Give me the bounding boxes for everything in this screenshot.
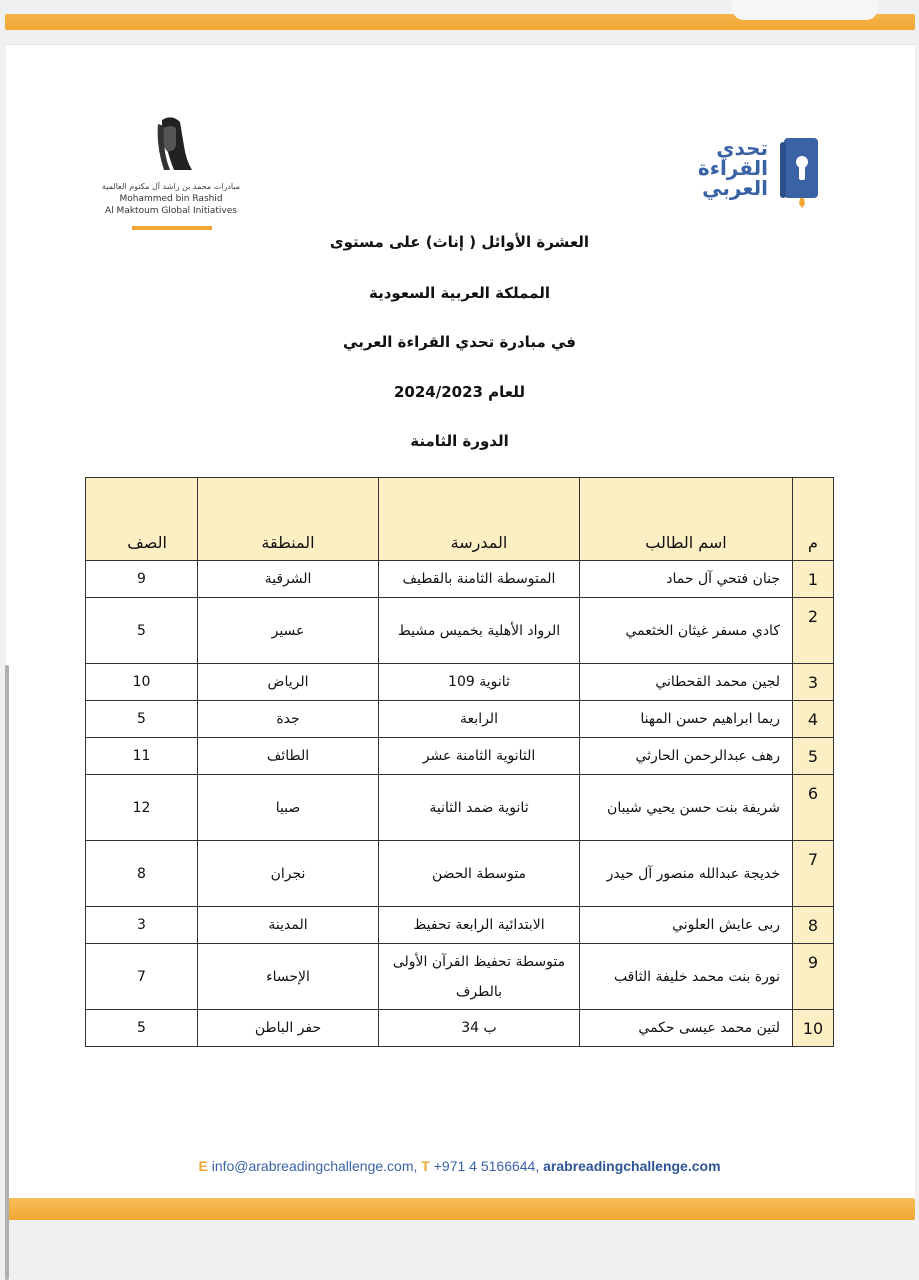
mbrgi-underline <box>132 226 212 230</box>
footer-contact <box>0 1158 919 1174</box>
table-row <box>86 775 834 841</box>
row-num-cell: 3 <box>793 664 834 701</box>
table-row <box>86 598 834 664</box>
book-keyhole-icon <box>776 136 826 210</box>
row-num-cell: 2 <box>793 598 834 664</box>
grade-cell: 3 <box>86 907 198 944</box>
logo-word-3: العربي <box>702 176 768 200</box>
table-row <box>86 701 834 738</box>
mbrgi-logo <box>90 116 252 234</box>
header-school: المدرسة <box>379 478 580 561</box>
table-row <box>86 1010 834 1047</box>
grade-cell: 5 <box>86 598 198 664</box>
logo-word-2: القراءة <box>697 156 768 180</box>
title-line-5: الدورة الثامنة <box>410 432 509 450</box>
title-line-3: في مبادرة تحدي القراءة العربي <box>343 333 576 351</box>
student-name-cell: ربى عايش العلوني <box>580 907 793 944</box>
grade-cell: 7 <box>86 944 198 1010</box>
school-cell: الابتدائية الرابعة تحفيظ <box>379 907 580 944</box>
grade-cell: 5 <box>86 701 198 738</box>
region-cell: الرياض <box>198 664 379 701</box>
row-num-cell: 9 <box>793 944 834 1010</box>
header-region: المنطقة <box>198 478 379 561</box>
mbrgi-english-line1: Mohammed bin Rashid <box>119 194 223 204</box>
school-cell: ب 34 <box>379 1010 580 1047</box>
grade-cell: 10 <box>86 664 198 701</box>
title-line-4: للعام 2024/2023 <box>393 383 526 401</box>
mbrgi-arabic-text: مبادرات محمد بن راشد آل مكتوم العالمية <box>101 182 241 191</box>
table-row <box>86 664 834 701</box>
table-row <box>86 944 834 1010</box>
student-name-cell: جنان فتحي آل حماد <box>580 561 793 598</box>
row-num-cell: 4 <box>793 701 834 738</box>
school-cell: ثانوية ضمد الثانية <box>379 775 580 841</box>
row-num-cell: 8 <box>793 907 834 944</box>
grade-cell: 5 <box>86 1010 198 1047</box>
header-grade: الصف <box>86 478 198 561</box>
bottom-orange-bar <box>5 1198 915 1220</box>
portrait-icon <box>144 116 194 172</box>
table-row <box>86 561 834 598</box>
grade-cell: 8 <box>86 841 198 907</box>
grade-cell: 12 <box>86 775 198 841</box>
region-cell: الإحساء <box>198 944 379 1010</box>
student-name-cell: رهف عبدالرحمن الحارثي <box>580 738 793 775</box>
phone-label: T <box>421 1158 430 1174</box>
region-cell: عسير <box>198 598 379 664</box>
email-link[interactable]: info@arabreadingchallenge.com, <box>211 1158 418 1174</box>
student-name-cell: لتين محمد عيسى حكمي <box>580 1010 793 1047</box>
school-cell: متوسطة تحفيظ القرآن الأولى بالطرف <box>379 944 580 1010</box>
region-cell: الطائف <box>198 738 379 775</box>
region-cell: صبيا <box>198 775 379 841</box>
student-name-cell: خديجة عبدالله منصور آل حيدر <box>580 841 793 907</box>
row-num-cell: 1 <box>793 561 834 598</box>
student-name-cell: شريفة بنت حسن يحيي شيبان <box>580 775 793 841</box>
row-num-cell: 10 <box>793 1010 834 1047</box>
table-row <box>86 907 834 944</box>
scrollbar[interactable] <box>5 665 9 1280</box>
region-cell: المدينة <box>198 907 379 944</box>
table-row <box>86 738 834 775</box>
phone-number[interactable]: +971 4 5166644, <box>433 1158 540 1174</box>
row-num-cell: 7 <box>793 841 834 907</box>
arab-reading-challenge-logo <box>696 136 830 212</box>
student-name-cell: ريما ابراهيم حسن المهنا <box>580 701 793 738</box>
region-cell: جدة <box>198 701 379 738</box>
table-header-row <box>86 478 834 561</box>
school-cell: الرواد الأهلية بخميس مشيط <box>379 598 580 664</box>
school-cell: المتوسطة الثامنة بالقطيف <box>379 561 580 598</box>
header-num: م <box>793 478 834 561</box>
school-cell: الثانوية الثامنة عشر <box>379 738 580 775</box>
handle-tab[interactable] <box>732 0 878 20</box>
student-name-cell: نورة بنت محمد خليفة الثاقب <box>580 944 793 1010</box>
row-num-cell: 5 <box>793 738 834 775</box>
top-strip <box>0 0 919 44</box>
title-line-1: العشرة الأوائل ( إناث) على مستوى <box>329 233 590 251</box>
grade-cell: 11 <box>86 738 198 775</box>
school-cell: الرابعة <box>379 701 580 738</box>
school-cell: ثانوية 109 <box>379 664 580 701</box>
grade-cell: 9 <box>86 561 198 598</box>
student-name-cell: كادي مسفر غيثان الخثعمي <box>580 598 793 664</box>
region-cell: الشرقية <box>198 561 379 598</box>
title-line-2: المملكة العربية السعودية <box>368 284 551 302</box>
region-cell: حفر الباطن <box>198 1010 379 1047</box>
student-name-cell: لجين محمد القحطاني <box>580 664 793 701</box>
email-label: E <box>198 1158 208 1174</box>
website-link[interactable]: arabreadingchallenge.com <box>543 1158 721 1174</box>
row-num-cell: 6 <box>793 775 834 841</box>
logo-word-1: تحدي <box>716 136 768 160</box>
header-name: اسم الطالب <box>580 478 793 561</box>
region-cell: نجران <box>198 841 379 907</box>
results-table <box>85 477 834 1047</box>
school-cell: متوسطة الحضن <box>379 841 580 907</box>
mbrgi-english-line2: Al Maktoum Global Initiatives <box>105 206 237 216</box>
table-row <box>86 841 834 907</box>
